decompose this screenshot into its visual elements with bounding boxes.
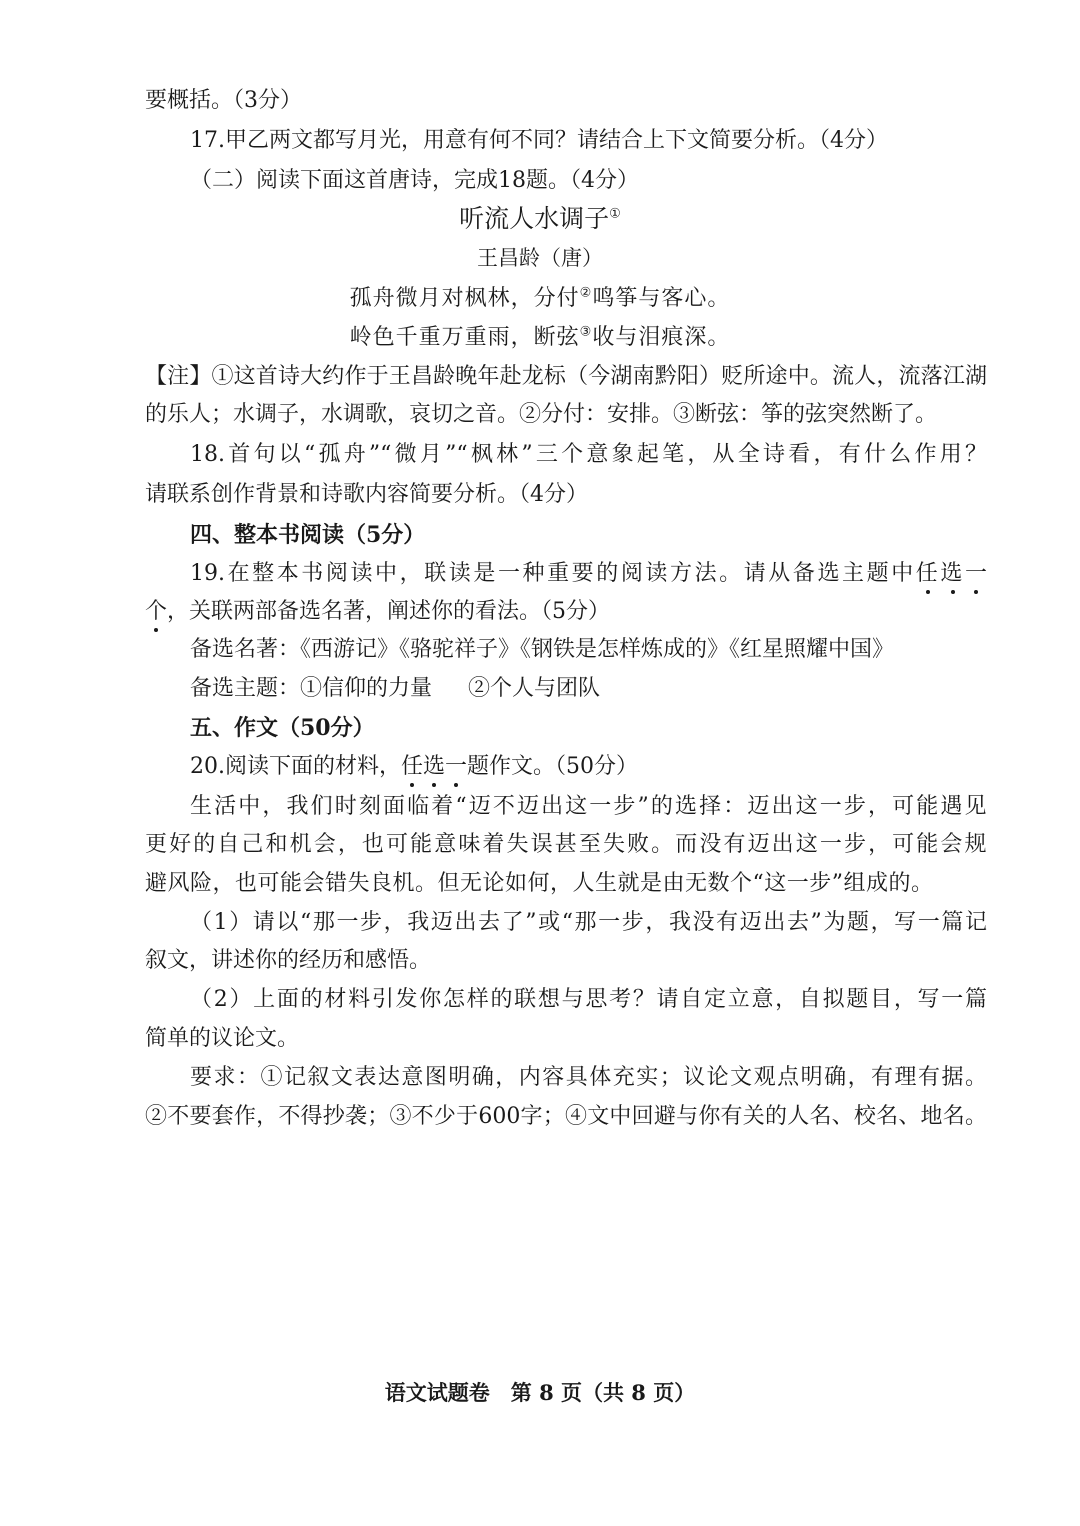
poem-author: 王昌龄（唐） [477,246,603,270]
section-5-heading: 五、作文（50分） [190,715,375,741]
question-19: 19.在整本书阅读中，联读是一种重要的阅读方法。请从备选主题中任选一 [190,561,987,586]
question-17: 17.甲乙两文都写月光，用意有何不同？请结合上下文简要分析。（4分） [190,128,888,153]
poem-line-2: 岭色千重万重雨，断弦③收与泪痕深。 [349,324,731,350]
essay-option-2-cont: 简单的议论文。 [145,1026,300,1051]
essay-option-1-cont: 叙文，讲述你的经历和感悟。 [145,948,432,973]
material-paragraph: 生活中，我们时刻面临着“迈不迈出这一步”的选择：迈出这一步，可能遇见 [190,794,987,819]
essay-option-2: （2）上面的材料引发你怎样的联想与思考？请自定立意，自拟题目，写一篇 [190,987,987,1012]
section-4-heading: 四、整本书阅读（5分） [190,522,426,548]
material-paragraph: 更好的自己和机会，也可能意味着失误甚至失败。而没有迈出这一步，可能会规 [145,832,987,857]
question-18: 18.首句以“孤舟”“微月”“枫林”三个意象起笔，从全诗看，有什么作用？ [190,442,987,467]
essay-option-1: （1）请以“那一步，我迈出去了”或“那一步，我没有迈出去”为题，写一篇记 [190,910,987,935]
poem-note-line: 的乐人；水调子，水调歌，哀切之音。②分付：安排。③断弦：筝的弦突然断了。 [145,402,938,427]
requirements-cont: ②不要套作，不得抄袭；③不少于600字；④文中回避与你有关的人名、校名、地名。 [145,1104,987,1129]
poem-note-line: 【注】①这首诗大约作于王昌龄晚年赴龙标（今湖南黔阳）贬所途中。流人，流落江湖 [145,364,987,389]
material-paragraph: 避风险，也可能会错失良机。但无论如何，人生就是由无数个“这一步”组成的。 [145,871,934,896]
question-18-cont: 请联系创作背景和诗歌内容简要分析。（4分） [145,482,588,507]
page-footer: 语文试题卷 第 8 页（共 8 页） [384,1380,696,1405]
candidate-themes: 备选主题：①信仰的力量 ②个人与团队 [190,676,601,701]
poem-line-1: 孤舟微月对枫林，分付②鸣筝与客心。 [349,285,731,311]
question-19-cont: 个，关联两部备选名著，阐述你的看法。（5分） [145,599,611,624]
text-line: 要概括。（3分） [145,88,302,113]
section-2-heading: （二）阅读下面这首唐诗，完成18题。（4分） [190,168,639,193]
question-20: 20.阅读下面的材料，任选一题作文。（50分） [190,754,639,779]
candidate-books: 备选名著：《西游记》《骆驼祥子》《钢铁是怎样炼成的》《红星照耀中国》 [190,637,895,662]
poem-title: 听流人水调子① [459,204,621,233]
requirements: 要求：①记叙文表达意图明确，内容具体充实；议论文观点明确，有理有据。 [190,1065,987,1090]
